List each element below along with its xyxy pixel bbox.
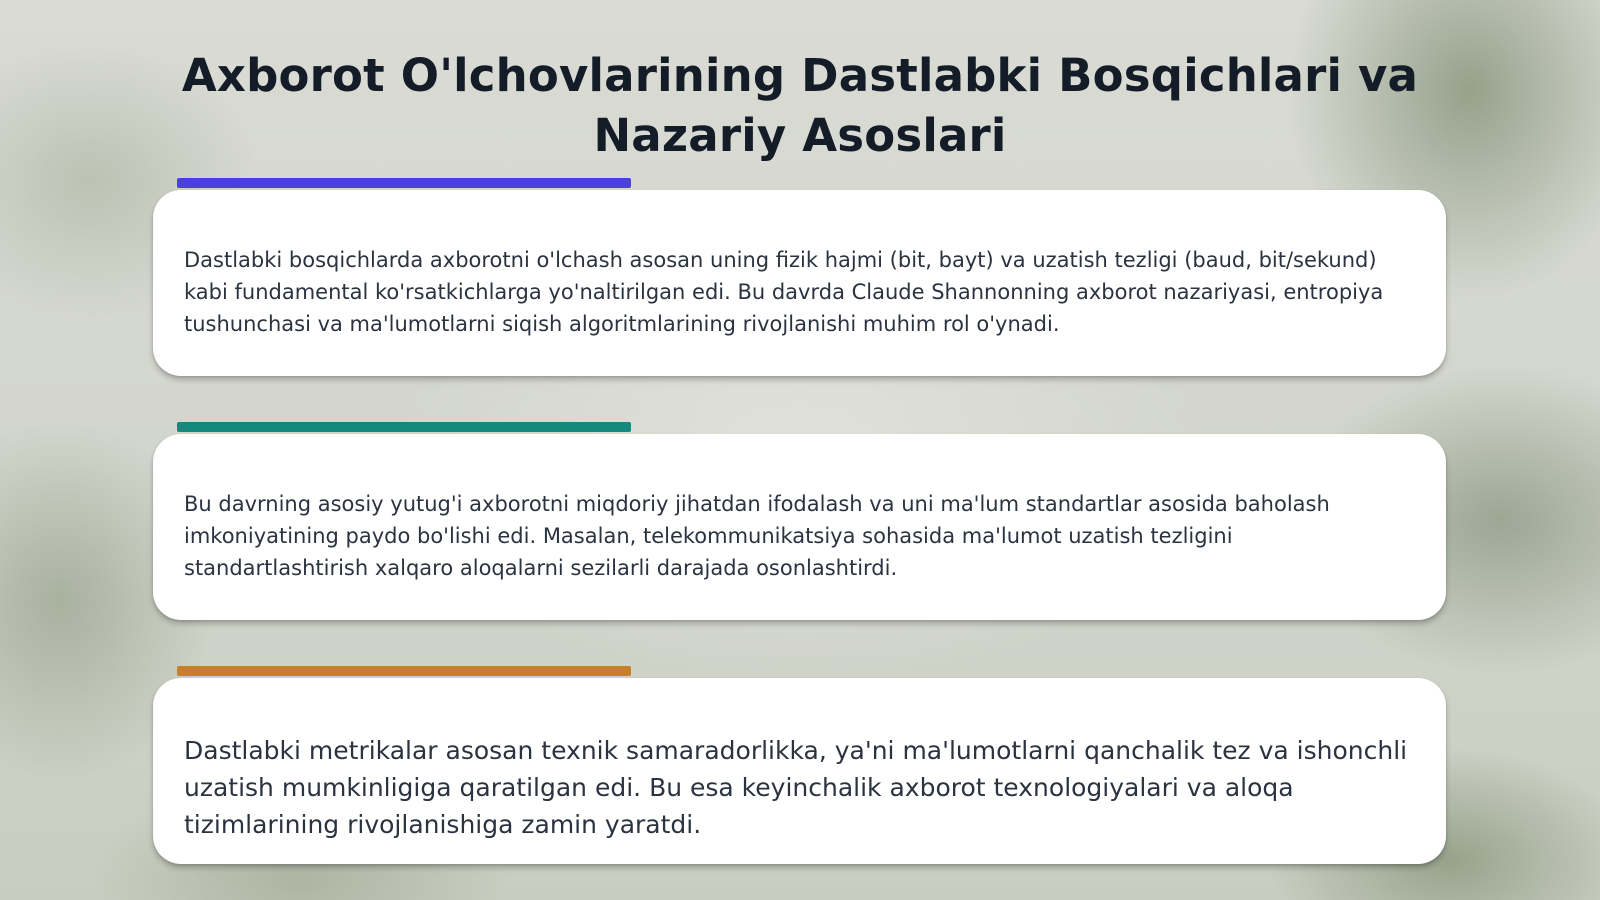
card-accent-bar-3 (177, 666, 631, 676)
card-text-3: Dastlabki metrikalar asosan texnik samaradorlikka, ya'ni ma'lumotlarni qanchalik tez va ishonchli uzatish mumkinligiga qaratilgan edi. Bu esa keyinchalik axborot texnologiyalari va aloqa tizimlarining rivojlanishiga zamin yaratdi. (184, 736, 1408, 839)
card-text-2: Bu davrning asosiy yutug'i axborotni miqdoriy jihatdan ifodalash va uni ma'lum standartlar asosida baholash imkoniyatining paydo bo'lishi edi. Masalan, telekommunikatsiya sohasida ma'lumot uzatish tezligini standartlashtirish xalqaro aloqalarni sezilarli darajada osonlashtirdi. (184, 492, 1330, 580)
card-body-1 (153, 190, 1446, 376)
info-card-1 (153, 190, 1446, 376)
card-body-3 (153, 678, 1446, 864)
info-card-3 (153, 678, 1446, 864)
card-text-1: Dastlabki bosqichlarda axborotni o'lchash asosan uning fizik hajmi (bit, bayt) va uzatish tezligi (baud, bit/sekund) kabi fundamental ko'rsatkichlarga yo'naltirilgan edi. Bu davrda Claude Shannonning axborot nazariyasi, entropiya tushunchasi va ma'lumotlarni siqish algoritmlarining rivojlanishi muhim rol o'ynadi. (184, 248, 1384, 336)
slide-title: Axborot O'lchovlarining Dastlabki Bosqichlari va Nazariy Asoslari (181, 49, 1419, 162)
card-accent-bar-2 (177, 422, 631, 432)
card-body-2 (153, 434, 1446, 620)
info-card-2 (153, 434, 1446, 620)
card-accent-bar-1 (177, 178, 631, 188)
